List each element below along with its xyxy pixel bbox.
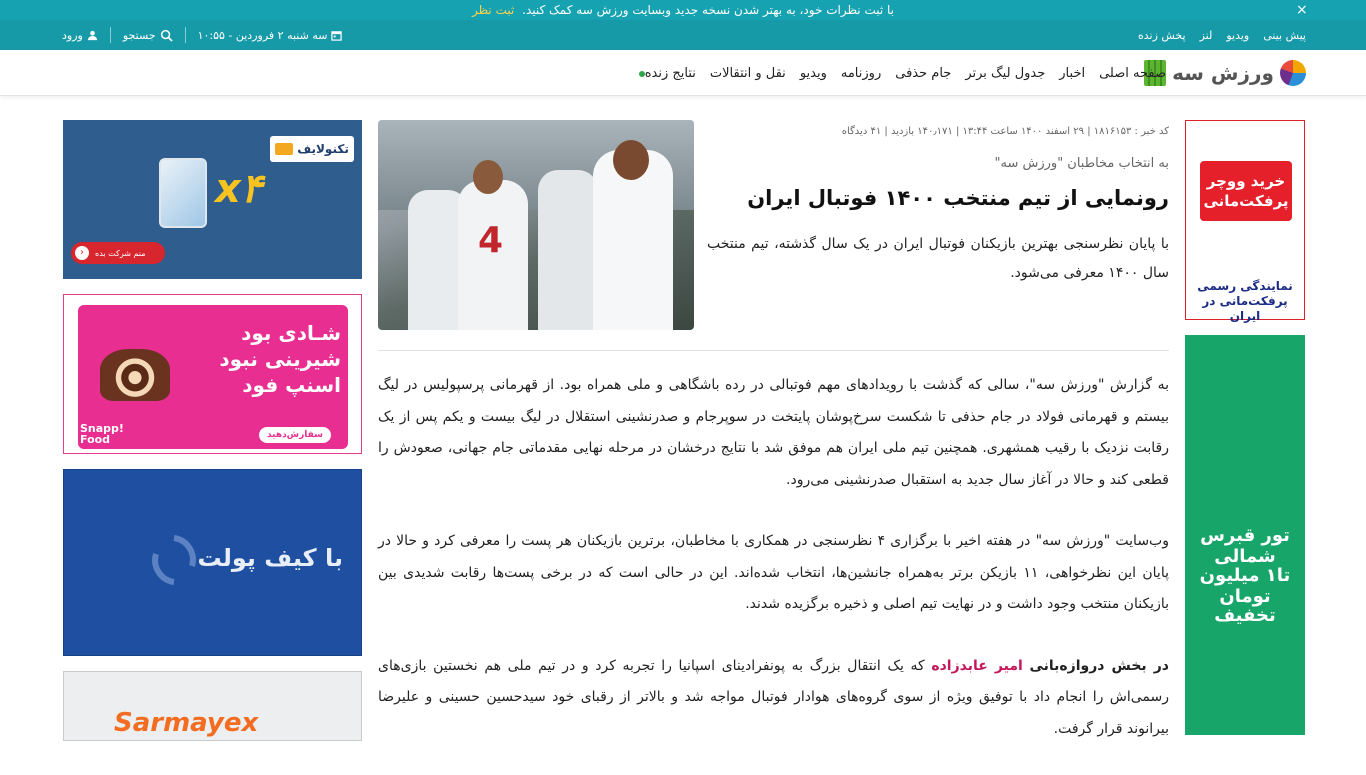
technolife-mark-icon (275, 143, 293, 155)
snappfood-line1: شـادی بود (241, 321, 341, 345)
banner-text: با ثبت نظرات خود، به بهتر شدن نسخه جدید وبسایت ورزش سه کمک کنید. (522, 3, 895, 17)
nav-item-live-results[interactable] (635, 66, 696, 81)
player-link-abedzadeh[interactable]: امیر عابدزاده (931, 657, 1023, 674)
top-utilities (62, 20, 342, 50)
pm-red-box (1200, 161, 1292, 221)
login-button[interactable] (62, 29, 98, 42)
article-paragraph-1: به گزارش "ورزش سه"، سالی که گذشت با رویدادهای مهم فوتبالی در رده باشگاهی و ملی همراه بود. از قهرمانی پرسپولیس در لیگ بیستم و قهرمانی فولاد در جام حذفی تا شکست سرخ‌پوشان پایتخت در سوپرجام و صدرنشینی استقلال در لیگ بیست و یکم پس از یک رقابت نزدیک با رقیب همشهری. همچنین تیم ملی ایران هم موفق شد با نتایج درخشان در مرحله نهایی مقدماتی جام جهانی، صعودش را قطعی کند و حالا در آغاز سال جدید به استقبال صدرنشینی می‌رود. (378, 377, 1169, 488)
search-label: جستجو (122, 28, 156, 42)
nav-item-news[interactable]: اخبار (1059, 65, 1086, 81)
user-icon (87, 30, 98, 41)
article-headline: رونمایی از تیم منتخب ۱۴۰۰ فوتبال ایران (747, 186, 1169, 210)
feedback-link[interactable]: ثبت نظر (471, 3, 515, 17)
ad-sarmayex[interactable] (63, 671, 362, 741)
article-body (378, 370, 1169, 775)
tour-line1: تور قبرس شمالی (1200, 525, 1290, 567)
main-nav (0, 50, 1366, 96)
top-link-video[interactable]: ویدیو (1226, 28, 1250, 42)
nav-item-cup[interactable]: جام حذفی (895, 65, 952, 81)
ad-wallet[interactable] (63, 469, 362, 656)
tour-line3: تخفیف (1214, 605, 1276, 626)
arrow-icon: ‹ (75, 246, 89, 260)
technolife-brand: تکنولایف (297, 142, 349, 156)
close-icon[interactable]: × (1296, 2, 1308, 18)
search-icon (160, 29, 173, 42)
feedback-banner (0, 0, 1366, 20)
logo-text: ورزش سه (1172, 61, 1274, 85)
sarmayex-logo: Sarmayex (114, 708, 259, 738)
article-paragraph-2: وب‌سایت "ورزش سه" در هفته اخیر با برگزاری ۴ نظرسنجی در همکاری با مخاطبان، برترین بازیکنان هر پست را معرفی کرد و حالا در پایان این نظرخواهی، ۱۱ بازیکن برتر به‌همراه جانشین‌ها، انتخاب شده‌اند. این در حالی است که در برخی پست‌ها رقابت شدیدی بین بازیکنان منتخب وجود داشت و در نهایت تیم اصلی و ذخیره برگزیده شدند. (378, 533, 1169, 612)
article-meta: کد خبر : ۱۸۱۶۱۵۳ | ۲۹ اسفند ۱۴۰۰ ساعت ۱۳:۴۴ | ۱۴۰٫۱۷۱ بازدید | ۴۱ دیدگاه (841, 126, 1169, 137)
calendar-icon (331, 30, 342, 41)
nav-links (635, 50, 1166, 96)
site-logo[interactable] (1144, 58, 1306, 88)
nav-item-newspaper[interactable]: روزنامه (840, 65, 882, 81)
paragraph-bold-lead: در بخش دروازه‌بانی (1029, 657, 1169, 674)
pm-agent-text: نمایندگی رسمی پرفکت‌مانی در ایران (1197, 279, 1293, 323)
article-photo (378, 120, 694, 330)
head-2 (613, 140, 649, 180)
divider (110, 27, 111, 43)
ad-technolife[interactable] (63, 120, 362, 279)
live-results-label: نتایج زنده (644, 65, 696, 81)
top-link-prediction[interactable]: پیش بینی (1263, 28, 1306, 42)
technolife-logo (270, 136, 354, 162)
cake-image (100, 349, 170, 401)
ad-cyprus-tour[interactable] (1185, 335, 1305, 735)
tour-line2: تا۱ میلیون تومان (1199, 565, 1291, 607)
snappfood-cta-button[interactable]: سفارش‌دهید (259, 427, 331, 443)
logo-mark-icon (1280, 60, 1306, 86)
article-paragraph-3 (378, 651, 1169, 746)
date-text: سه شنبه ۲ فروردین - ۱۰:۵۵ (197, 28, 328, 42)
head-1 (473, 160, 503, 194)
article-divider (378, 350, 1169, 351)
search-button[interactable] (123, 29, 173, 42)
article-lead: با پایان نظرسنجی بهترین بازیکنان فوتبال ایران در یک سال گذشته، تیم منتخب سال ۱۴۰۰ معرفی می‌شود. (707, 236, 1169, 281)
date-display (198, 29, 343, 42)
pm-voucher-text: خرید ووچر پرفکت‌مانی (1203, 172, 1289, 210)
phone-image (159, 158, 207, 228)
wallet-text: با کیف پولت (197, 544, 343, 572)
snappfood-line3: اسنپ فود (242, 373, 341, 397)
ad-perfectmoney[interactable] (1185, 120, 1305, 323)
player-3 (538, 170, 598, 330)
snappfood-brand: Snapp! Food (80, 422, 124, 446)
top-bar (0, 20, 1366, 50)
top-link-lens[interactable]: لنز (1199, 28, 1213, 42)
divider (185, 27, 186, 43)
refresh-icon (152, 532, 196, 588)
technolife-cta-label: منم شرکت بده (95, 248, 146, 258)
technolife-x4: x۴ (215, 166, 263, 212)
top-link-live[interactable]: پخش زنده (1137, 28, 1186, 42)
nav-item-home[interactable]: صفحه اصلی (1099, 65, 1166, 81)
article-kicker: به انتخاب مخاطبان "ورزش سه" (994, 156, 1169, 171)
player-number: 4 (478, 220, 504, 261)
nav-item-league-table[interactable]: جدول لیگ برتر (965, 65, 1046, 81)
top-links (1138, 20, 1306, 50)
nav-item-video[interactable]: ویدیو (799, 65, 827, 81)
nav-item-transfers[interactable]: نقل و انتقالات (709, 65, 786, 81)
paragraph-3-text: که یک انتقال بزرگ به پونفرادینای اسپانیا را تجربه کرد و در تیم ملی هم نخستین بازی‌های رسمی‌اش را انجام داد با توفیق ویژه از سوی گروه‌های هوادار فوتبال مواجه شد و بالاتر از رقبای خود سیدحسین حسینی و علیرضا بیرانوند قرار گرفت. (378, 657, 1169, 737)
snappfood-line2: شیرینی نبود (219, 347, 341, 371)
login-label: ورود (62, 28, 83, 42)
ad-snappfood[interactable] (63, 294, 362, 454)
